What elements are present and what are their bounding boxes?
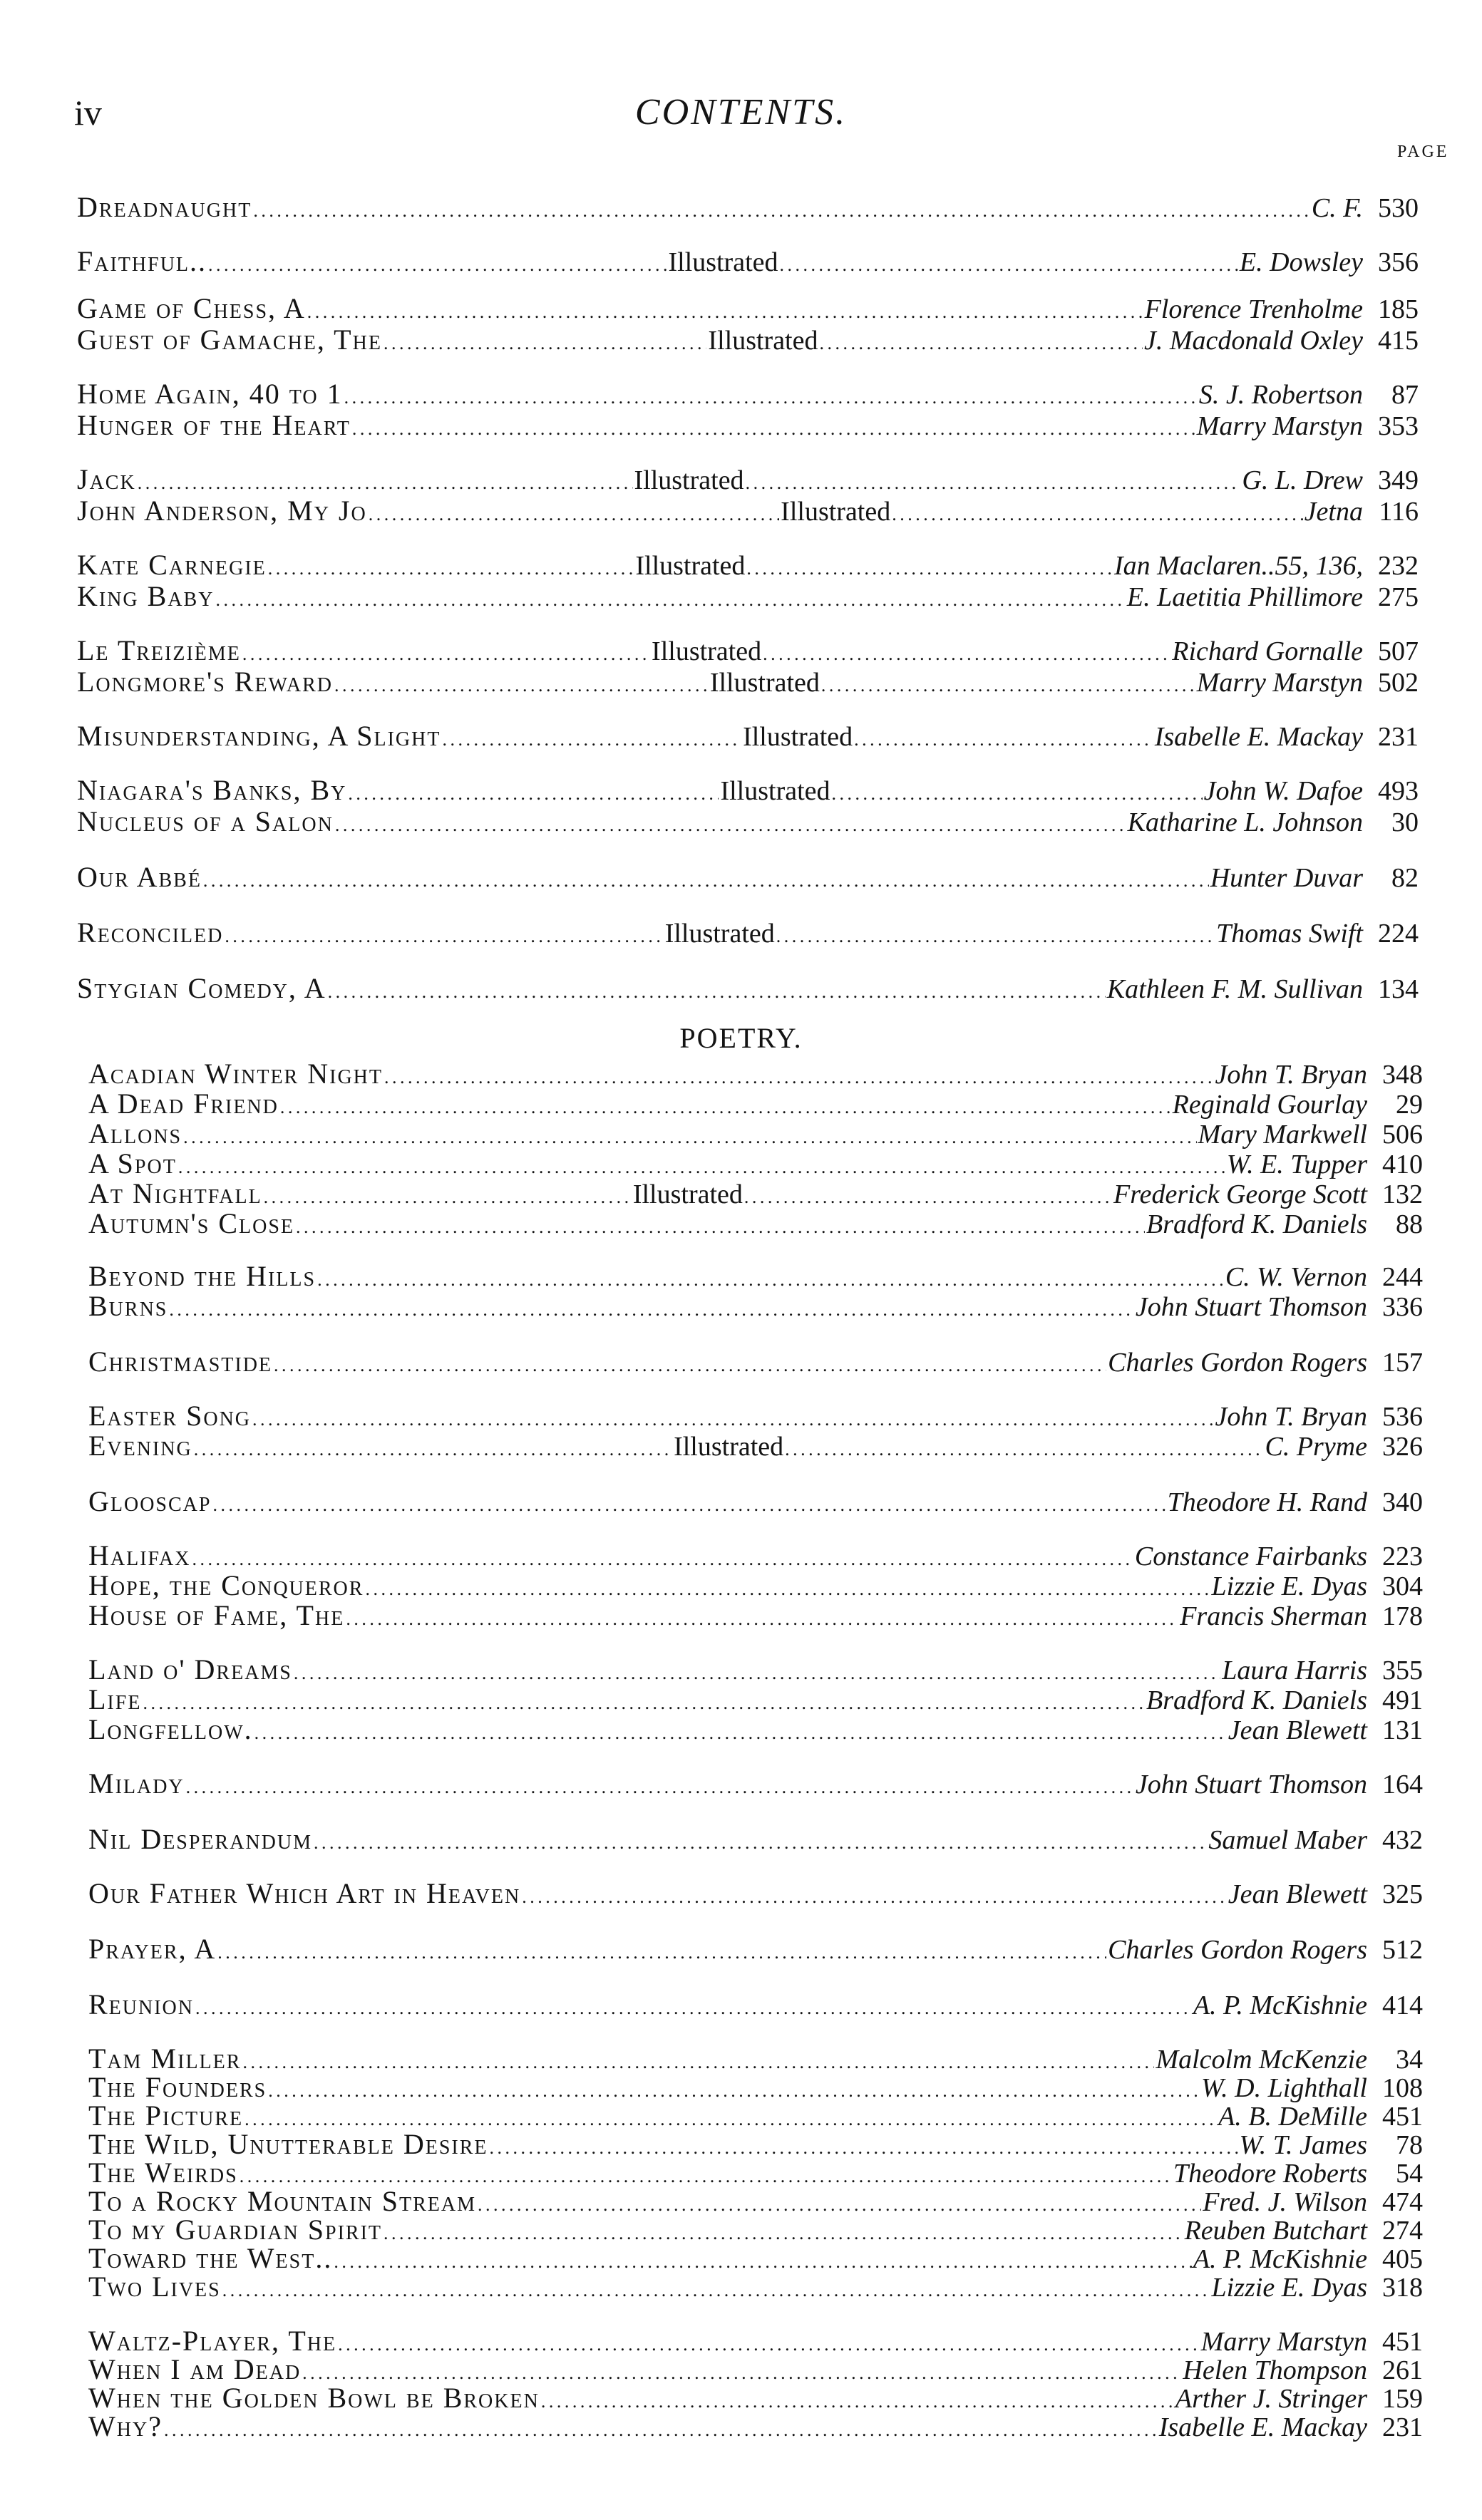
entry-author: A. P. McKishnie [1193,2244,1367,2274]
entry-author: S. J. Robertson [1198,380,1363,410]
entry-author: Florence Trenholme [1144,294,1363,324]
contents-entry [88,1346,1423,1378]
entry-author: Malcolm McKenzie [1156,2045,1367,2075]
entry-title: Jack [77,463,136,495]
contents-entry [88,1653,1423,1686]
dot-leader [522,1881,1227,1916]
contents-entry [88,1058,1423,1090]
illustrated-label: Illustrated [632,1179,743,1209]
illustrated-label: Illustrated [652,636,762,666]
illustrated-label: Illustrated [634,465,744,495]
entry-title: When I am Dead [88,2353,302,2385]
entry-page-number: 29 [1396,1090,1423,1120]
entry-page-number: 451 [1382,2327,1423,2357]
entry-title: Our Abbé [77,861,202,893]
dot-leader [346,1603,1178,1638]
entry-page-number: 349 [1377,465,1419,495]
illustrated-label: Illustrated [708,326,818,356]
entry-author: E. Dowsley [1239,247,1363,277]
entry-page-number: 304 [1382,1571,1423,1601]
entry-author: Lizzie E. Dyas [1211,1571,1367,1601]
entry-page-number: 451 [1382,2102,1423,2132]
entry-page-number: 507 [1378,636,1419,666]
contents-entry [88,1177,1423,1210]
entry-author: Thomas Swift [1216,919,1363,949]
entry-author: John Stuart Thomson [1135,1292,1367,1322]
entry-author: Mary Markwell [1198,1120,1367,1150]
dot-leader [369,498,779,534]
entry-page-number: 157 [1382,1348,1423,1378]
entry-page-number: 116 [1379,497,1419,527]
entry-page-number: 410 [1382,1150,1423,1179]
dot-leader [819,327,1142,363]
entry-page-number: 159 [1382,2384,1423,2414]
entry-page-number: 82 [1391,863,1419,893]
illustrated-label: Illustrated [720,776,830,806]
entry-title: Reunion [88,1988,194,2020]
entry-page-number: 30 [1391,807,1419,837]
entry-author: Francis Sherman [1180,1601,1367,1631]
entry-author: Jean Blewett [1228,1715,1367,1745]
entry-page-number: 355 [1382,1656,1423,1685]
entry-page-number: 491 [1382,1685,1423,1715]
entry-author: Charles Gordon Rogers [1108,1348,1367,1378]
contents-entry [88,1290,1423,1323]
entry-page-number: 224 [1378,919,1419,949]
contents-entry [88,1485,1423,1518]
entry-author: J. Macdonald Oxley [1143,326,1363,356]
entry-author: Marry Marstyn [1196,411,1363,441]
entry-author: Theodore Roberts [1173,2159,1367,2189]
entry-page-number: 536 [1382,1402,1423,1432]
dot-leader [892,498,1302,534]
contents-entry [88,2271,1423,2303]
contents-entry [77,245,1419,278]
entry-page-number: 231 [1377,722,1419,752]
illustrated-label: Illustrated [635,551,746,581]
dot-leader [335,809,1126,845]
entry-page-number: 530 [1378,193,1419,223]
entry-page-number: 231 [1382,2412,1423,2442]
contents-entry [77,972,1419,1005]
page-title: CONTENTS. [634,92,848,133]
contents-entry [77,720,1419,753]
entry-title: To a Rocky Mountain Stream [88,2185,476,2217]
entry-title: Guest of Gamache, The [77,324,382,356]
contents-entry [77,580,1419,613]
illustrated-label: Illustrated [668,247,778,277]
entry-author: E. Laetitia Phillimore [1126,582,1363,612]
entry-title: Halifax [88,1539,191,1571]
dot-leader [384,327,706,363]
entry-page-number: 348 [1382,1060,1423,1090]
entry-title: A Dead Friend [88,1088,279,1120]
entry-page-number: 244 [1382,1262,1423,1292]
entry-title: John Anderson, My Jo [77,495,367,527]
entry-title: The Wild, Unutterable Desire [88,2128,488,2160]
entry-title: Toward the West.. [88,2242,333,2274]
dot-leader [328,976,1106,1011]
entry-page-number: 78 [1396,2130,1423,2160]
entry-title: When the Golden Bowl be Broken [88,2382,540,2414]
entry-author: A. B. DeMille [1218,2102,1367,2132]
entry-author: Katharine L. Johnson [1127,807,1363,837]
dot-leader [212,1489,1165,1524]
contents-entry [88,1569,1423,1602]
dot-leader [208,249,667,284]
entry-author: Constance Fairbanks [1134,1542,1367,1571]
entry-page-number: 340 [1382,1487,1423,1517]
dot-leader [352,413,1195,448]
entry-title: Beyond the Hills [88,1260,317,1292]
poetry-heading: POETRY. [679,1022,803,1054]
contents-entry [77,463,1419,496]
entry-author: Arther J. Stringer [1175,2384,1367,2414]
entry-author: John T. Bryan [1215,1402,1367,1432]
entry-page-number: 185 [1378,294,1419,324]
entry-author: Frederick George Scott [1113,1179,1367,1209]
entry-page-number: 88 [1396,1209,1423,1239]
entry-title: The Picture [88,2100,244,2132]
entry-page-number: 232 [1378,551,1419,581]
entry-author: John Stuart Thomson [1135,1770,1367,1799]
contents-entry [77,378,1419,410]
entry-title: Home Again, 40 to 1 [77,378,343,410]
entry-title: Game of Chess, A [77,292,306,324]
entry-page-number: 261 [1382,2355,1423,2385]
entry-author: Fred. J. Wilson [1203,2187,1367,2217]
contents-entry [88,1713,1423,1746]
contents-entry [77,805,1419,838]
entry-title: Christmastide [88,1346,273,1378]
entry-title: Burns [88,1290,168,1322]
entry-page-number: 502 [1377,668,1419,698]
contents-entry [88,1767,1423,1800]
entry-title: Le Treizième [77,634,241,666]
dot-leader [776,920,1215,956]
entry-author: Bradford K. Daniels [1146,1209,1367,1239]
dot-leader [169,1293,1133,1329]
contents-entry [88,1400,1423,1432]
entry-page-number: 405 [1382,2244,1423,2274]
entry-title: Tam Miller [88,2043,242,2075]
dot-leader [334,669,709,705]
entry-title: Stygian Comedy, A [77,972,326,1004]
dot-leader [225,920,663,956]
contents-entry [77,549,1419,582]
entry-author: C. W. Vernon [1225,1262,1367,1292]
contents-entry [77,409,1419,442]
dot-leader [253,195,1310,230]
entry-author: A. P. McKishnie [1193,1990,1367,2020]
entry-page-number: 178 [1382,1601,1423,1631]
entry-author: G. L. Drew [1242,465,1363,495]
entry-title: Our Father Which Art in Heaven [88,1877,521,1909]
entry-title: Land o' Dreams [88,1653,292,1685]
entry-title: Dreadnaught [77,191,252,223]
entry-title: Nil Desperandum [88,1823,313,1855]
contents-entry [88,1988,1423,2021]
entry-author: W. D. Lighthall [1201,2073,1367,2103]
contents-entry [77,666,1419,698]
entry-title: Waltz-Player, The [88,2325,337,2357]
entry-title: Life [88,1683,142,1715]
entry-author: Theodore H. Rand [1167,1487,1367,1517]
entry-title: Two Lives [88,2271,221,2303]
illustrated-label: Illustrated [674,1432,784,1462]
entry-author: Ian Maclaren..55, 136, [1114,551,1363,581]
dot-leader [296,1211,1145,1246]
entry-author: Richard Gornalle [1172,636,1363,666]
contents-entry [88,1088,1423,1120]
entry-title: The Weirds [88,2157,238,2189]
dot-leader [195,1992,1192,2028]
entry-author: Jean Blewett [1228,1879,1367,1909]
contents-entry [88,1117,1423,1150]
entry-page-number: 132 [1381,1179,1423,1209]
entry-author: W. E. Tupper [1226,1150,1367,1179]
entry-title: Kate Carnegie [77,549,267,581]
entry-author: Kathleen F. M. Sullivan [1106,974,1363,1004]
entry-title: Faithful.. [77,245,207,277]
entry-page-number: 326 [1382,1432,1423,1462]
entry-title: Reconciled [77,916,224,949]
dot-leader [215,584,1125,619]
entry-author: Lizzie E. Dyas [1211,2273,1367,2303]
entry-page-number: 512 [1382,1935,1423,1965]
entry-author: Jetna [1304,497,1363,527]
entry-title: Longmore's Reward [77,666,333,698]
entry-title: At Nightfall [88,1177,262,1209]
entry-page-number: 164 [1382,1770,1423,1799]
contents-entry [88,1599,1423,1632]
entry-page-number: 415 [1378,326,1419,356]
contents-entry [77,324,1419,356]
entry-title: Why? [88,2410,163,2442]
entry-page-number: 54 [1396,2159,1423,2189]
entry-author: Reginald Gourlay [1172,1090,1367,1120]
entry-page-number: 325 [1382,1879,1423,1909]
entry-author: Helen Thompson [1183,2355,1367,2385]
entry-author: Isabelle E. Mackay [1158,2412,1367,2442]
entry-page-number: 275 [1378,582,1419,612]
page-column-label: PAGE [1397,143,1449,161]
entry-title: Hunger of the Heart [77,409,351,441]
contents-entry [88,1877,1423,1910]
entry-author: W. T. James [1239,2130,1367,2160]
entry-title: Nucleus of a Salon [77,805,334,837]
dot-leader [854,723,1153,759]
contents-entry [88,1260,1423,1293]
illustrated-label: Illustrated [664,919,775,949]
contents-entry [77,861,1419,894]
entry-title: The Founders [88,2071,267,2103]
entry-author: Marry Marstyn [1196,668,1363,698]
entry-author: Marry Marstyn [1200,2327,1367,2357]
entry-author: Reuben Butchart [1184,2216,1367,2246]
contents-entry [77,292,1419,325]
dot-leader [780,249,1238,284]
entry-author: Isabelle E. Mackay [1154,722,1363,752]
dot-leader [254,1717,1227,1752]
entry-page-number: 108 [1382,2073,1423,2103]
contents-entry [88,1539,1423,1572]
contents-entry [88,1207,1423,1240]
entry-title: Prayer, A [88,1933,217,1965]
contents-entry [77,774,1419,807]
entry-title: Allons [88,1117,182,1150]
contents-entry [77,634,1419,667]
entry-page-number: 318 [1382,2273,1423,2303]
entry-page-number: 493 [1378,776,1419,806]
entry-author: C. F. [1311,193,1363,223]
entry-title: House of Fame, The [88,1599,345,1631]
contents-entry [88,1430,1423,1462]
entry-page-number: 274 [1382,2216,1423,2246]
entry-page-number: 131 [1382,1715,1423,1745]
entry-page-number: 474 [1382,2187,1423,2217]
contents-entry [88,1823,1423,1856]
entry-author: Laura Harris [1222,1656,1367,1685]
entry-title: Easter Song [88,1400,252,1432]
entry-page-number: 134 [1378,974,1419,1004]
dot-leader [274,1349,1106,1385]
entry-page-number: 336 [1382,1292,1423,1322]
entry-author: Bradford K. Daniels [1146,1685,1367,1715]
illustrated-label: Illustrated [709,668,820,698]
entry-title: King Baby [77,580,215,612]
entry-title: Niagara's Banks, By [77,774,347,806]
entry-title: Evening [88,1430,192,1462]
entry-title: Hope, the Conqueror [88,1569,364,1601]
contents-entry [77,191,1419,224]
dot-leader [222,2274,1210,2310]
entry-page-number: 34 [1396,2045,1423,2075]
dot-leader [203,864,1209,900]
entry-page-number: 87 [1391,380,1419,410]
entry-title: Autumn's Close [88,1207,295,1239]
contents-entry [88,1683,1423,1716]
entry-title: Glooscap [88,1485,212,1517]
entry-author: C. Pryme [1265,1432,1367,1462]
entry-page-number: 432 [1382,1825,1423,1855]
entry-author: Hunter Duvar [1210,863,1363,893]
contents-entry [88,2410,1423,2443]
entry-page-number: 356 [1378,247,1419,277]
entry-author: John W. Dafoe [1203,776,1363,806]
entry-title: Longfellow. [88,1713,253,1745]
contents-entry [88,1933,1423,1966]
contents-entry [77,916,1419,949]
illustrated-label: Illustrated [743,722,853,752]
dot-leader [821,669,1195,705]
dot-leader [186,1771,1134,1807]
contents-entry [77,495,1419,527]
dot-leader [194,1433,672,1469]
entry-page-number: 414 [1382,1990,1423,2020]
illustrated-label: Illustrated [781,497,891,527]
entry-page-number: 506 [1382,1120,1423,1150]
dot-leader [314,1827,1207,1862]
dot-leader [442,723,741,759]
entry-page-number: 223 [1382,1542,1423,1571]
dot-leader [217,1936,1106,1972]
entry-title: Milady [88,1767,185,1799]
entry-title: To my Guardian Spirit [88,2214,383,2246]
entry-author: Charles Gordon Rogers [1108,1935,1367,1965]
entry-title: Acadian Winter Night [88,1058,383,1090]
dot-leader [164,2414,1158,2449]
entry-page-number: 353 [1378,411,1419,441]
entry-title: A Spot [88,1147,177,1179]
entry-author: John T. Bryan [1215,1060,1367,1090]
entry-author: Samuel Maber [1208,1825,1367,1855]
contents-entry [88,1147,1423,1180]
dot-leader [785,1433,1263,1469]
page-number: iv [74,93,102,133]
entry-title: Misunderstanding, A Slight [77,720,441,752]
